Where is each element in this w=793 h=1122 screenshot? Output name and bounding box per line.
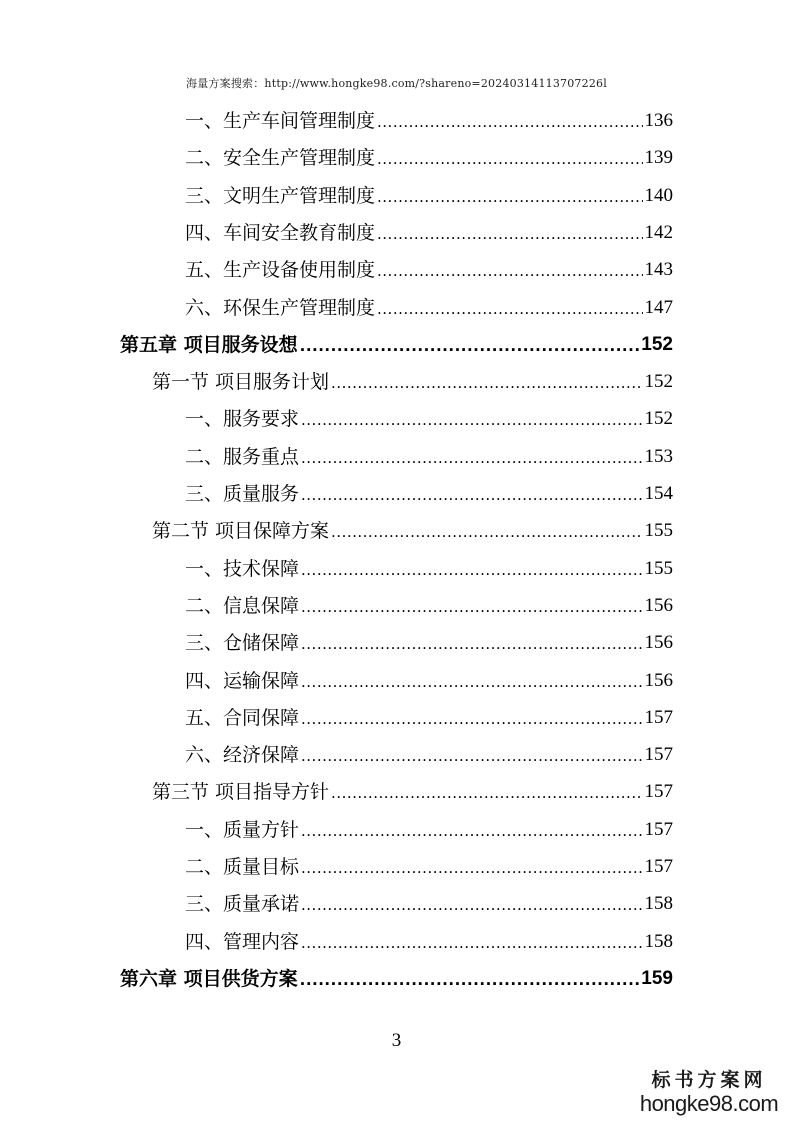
toc-entry-page: 158 xyxy=(644,930,673,952)
toc-leader-dots xyxy=(301,561,642,580)
toc-entry-label: 第六章 项目供货方案 xyxy=(120,967,298,990)
toc-item-entry[interactable] xyxy=(185,662,673,692)
toc-entry-page: 152 xyxy=(644,408,673,430)
toc-entry-label: 三、质量承诺 xyxy=(185,893,300,916)
toc-entry-page: 157 xyxy=(644,706,673,728)
toc-item-entry[interactable] xyxy=(185,550,673,580)
toc-section-entry[interactable] xyxy=(152,512,673,542)
watermark-cn: 标书方案网 xyxy=(651,1069,767,1091)
toc-entry-page: 147 xyxy=(644,296,673,318)
toc-leader-dots xyxy=(301,673,642,692)
toc-entry-page: 156 xyxy=(644,669,673,691)
toc-item-entry[interactable] xyxy=(185,139,673,169)
toc-leader-dots xyxy=(377,150,642,169)
toc-item-entry[interactable] xyxy=(185,400,673,430)
toc-leader-dots xyxy=(301,411,642,430)
toc-entry-label: 三、仓储保障 xyxy=(185,632,300,655)
toc-entry-label: 二、安全生产管理制度 xyxy=(185,147,376,170)
toc-entry-page: 139 xyxy=(644,147,673,169)
toc-leader-dots xyxy=(300,337,640,356)
toc-leader-dots xyxy=(301,859,642,878)
toc-entry-page: 142 xyxy=(644,221,673,243)
toc-leader-dots xyxy=(377,188,642,207)
toc-item-entry[interactable] xyxy=(185,923,673,953)
page-number: 3 xyxy=(391,1030,402,1051)
toc-entry-label: 五、合同保障 xyxy=(185,706,300,729)
toc-entry-page: 143 xyxy=(644,259,673,281)
toc-item-entry[interactable] xyxy=(185,475,673,505)
toc-section-entry[interactable] xyxy=(152,773,673,803)
toc-entry-label: 一、质量方针 xyxy=(185,818,300,841)
toc-entry-label: 四、车间安全教育制度 xyxy=(185,221,376,244)
toc-leader-dots xyxy=(331,374,642,393)
toc-entry-page: 154 xyxy=(644,483,673,504)
toc-entry-label: 一、技术保障 xyxy=(185,557,300,580)
toc-entry-page: 136 xyxy=(644,110,673,131)
toc-entry-label: 二、质量目标 xyxy=(185,856,300,878)
toc-entry-page: 157 xyxy=(644,781,673,803)
toc-item-entry[interactable] xyxy=(185,885,673,915)
watermark-en: hongke98.com xyxy=(639,1091,779,1116)
toc-entry-label: 六、环保生产管理制度 xyxy=(185,296,376,319)
toc-entry-label: 三、文明生产管理制度 xyxy=(185,184,376,207)
watermark-logo xyxy=(639,1068,779,1116)
toc-item-entry[interactable] xyxy=(185,289,673,319)
toc-entry-label: 四、管理内容 xyxy=(185,930,300,953)
toc-entry-page: 155 xyxy=(644,557,673,579)
toc-entry-label: 第一节 项目服务计划 xyxy=(152,371,330,394)
toc-entry-label: 四、运输保障 xyxy=(185,669,300,692)
toc-leader-dots xyxy=(331,784,642,803)
toc-item-entry[interactable] xyxy=(185,848,673,878)
toc-chapter-entry[interactable] xyxy=(120,960,673,990)
toc-entry-page: 156 xyxy=(644,594,673,616)
toc-entry-label: 第五章 项目服务设想 xyxy=(120,333,298,356)
toc-entry-label: 三、质量服务 xyxy=(185,483,300,505)
toc-leader-dots xyxy=(331,523,642,542)
toc-entry-label: 第二节 项目保障方案 xyxy=(152,520,330,543)
toc-item-entry[interactable] xyxy=(185,811,673,841)
toc-item-entry[interactable] xyxy=(185,624,673,654)
toc-item-entry[interactable] xyxy=(185,251,673,281)
toc-leader-dots xyxy=(377,113,642,132)
toc-entry-page: 152 xyxy=(644,371,673,393)
toc-leader-dots xyxy=(300,971,640,990)
toc-chapter-entry[interactable] xyxy=(120,326,673,356)
toc-entry-page: 157 xyxy=(644,744,673,766)
toc-entry-page: 158 xyxy=(644,893,673,915)
toc-entry-page: 157 xyxy=(644,856,673,877)
toc-entry-label: 二、信息保障 xyxy=(185,594,300,617)
toc-leader-dots xyxy=(377,262,642,281)
toc-item-entry[interactable] xyxy=(185,214,673,244)
toc-entry-label: 第三节 项目指导方针 xyxy=(152,781,330,804)
toc-leader-dots xyxy=(301,598,642,617)
toc-leader-dots xyxy=(301,934,642,953)
toc-entry-label: 二、服务重点 xyxy=(185,445,300,468)
toc-leader-dots xyxy=(301,449,642,468)
toc-entry-page: 153 xyxy=(644,445,673,467)
header-url-line: 海量方案搜索：http://www.hongke98.com/?shareno=20240314113707226l xyxy=(186,77,607,90)
toc-entry-page: 159 xyxy=(641,967,673,989)
toc-entry-label: 六、经济保障 xyxy=(185,744,300,767)
toc-leader-dots xyxy=(301,486,642,505)
toc-leader-dots xyxy=(301,896,642,915)
toc-leader-dots xyxy=(301,710,642,729)
toc-item-entry[interactable] xyxy=(185,177,673,207)
toc-item-entry[interactable] xyxy=(185,587,673,617)
toc-entry-page: 156 xyxy=(644,632,673,654)
toc-item-entry[interactable] xyxy=(185,438,673,468)
toc-entry-label: 五、生产设备使用制度 xyxy=(185,259,376,282)
toc-item-entry[interactable] xyxy=(185,699,673,729)
toc-item-entry[interactable] xyxy=(185,102,673,132)
toc-entry-page: 157 xyxy=(644,818,673,840)
toc-entry-label: 一、服务要求 xyxy=(185,408,300,431)
toc-entry-page: 152 xyxy=(641,333,673,355)
toc-leader-dots xyxy=(301,747,642,766)
toc-entry-page: 155 xyxy=(644,520,673,542)
toc-entry-label: 一、生产车间管理制度 xyxy=(185,110,376,132)
toc-section-entry[interactable] xyxy=(152,363,673,393)
toc-leader-dots xyxy=(301,635,642,654)
toc-entry-page: 140 xyxy=(644,184,673,206)
toc-leader-dots xyxy=(377,300,642,319)
toc-leader-dots xyxy=(301,822,642,841)
toc-item-entry[interactable] xyxy=(185,736,673,766)
toc-leader-dots xyxy=(377,225,642,244)
